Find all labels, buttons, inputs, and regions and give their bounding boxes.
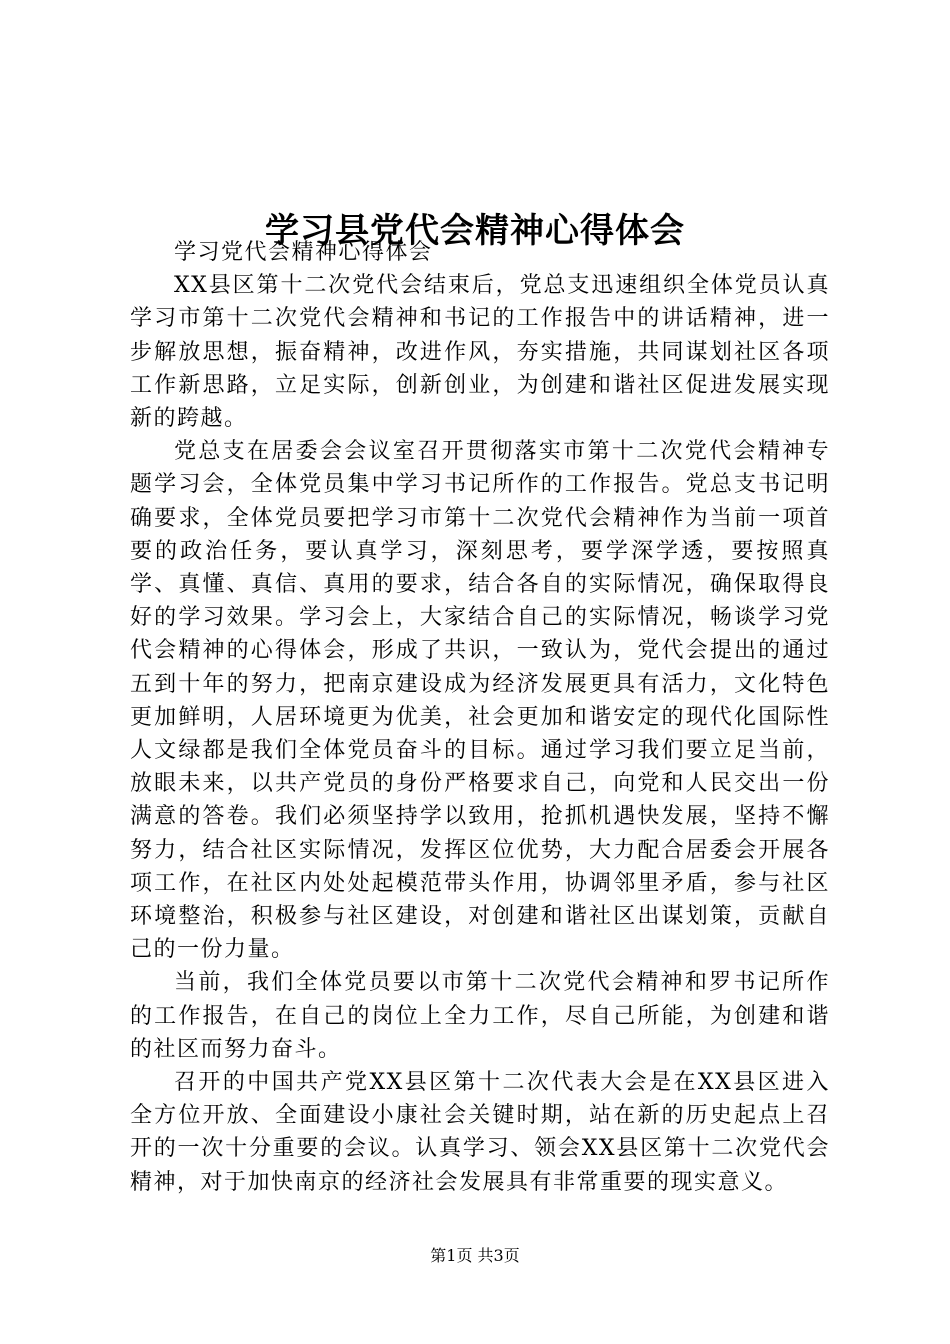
document-subtitle: 学习党代会精神心得体会 [174, 240, 433, 265]
page-number: 第1页 共3页 [430, 1246, 520, 1265]
paragraph: 党总支在居委会会议室召开贯彻落实市第十二次党代会精神专题学习会，全体党员集中学习书记所作的工作报告。党总支书记明确要求，全体党员要把学习市第十二次党代会精神作为当前一项首要的政治任务，要认真学习，深刻思考，要学深学透，要按照真学、真懂、真信、真用的要求，结合各自的实际情况，确保取得良好的学习效果。学习会上，大家结合自己的实际情况，畅谈学习党代会精神的心得体会，形成了共识，一致认为，党代会提出的通过五到十年的努力，把南京建设成为经济发展更具有活力，文化特色更加鲜明，人居环境更为优美，社会更加和谐安定的现代化国际性人文绿都是我们全体党员奋斗的目标。通过学习我们要立足当前，放眼未来，以共产党员的身份严格要求自己，向党和人民交出一份满意的答卷。我们必须坚持学以致用，抢抓机遇快发展，坚持不懈努力，结合社区实际情况，发挥区位优势，大力配合居委会开展各项工作，在社区内处处起模范带头作用，协调邻里矛盾，参与社区环境整治，积极参与社区建设，对创建和谐社区出谋划策，贡献自己的一份力量。 [130, 439, 830, 963]
document-title: 学习县党代会精神心得体会 [265, 210, 685, 251]
page-footer [0, 1245, 950, 1267]
paragraph: 召开的中国共产党XX县区第十二次代表大会是在XX县区进入全方位开放、全面建设小康社会关键时期，站在新的历史起点上召开的一次十分重要的会议。认真学习、领会XX县区第十二次党代会精神，对于加快南京的经济社会发展具有非常重要的现实意义。 [130, 1070, 830, 1195]
paragraph: 当前，我们全体党员要以市第十二次党代会精神和罗书记所作的工作报告，在自己的岗位上全力工作，尽自己所能，为创建和谐的社区而努力奋斗。 [130, 970, 830, 1062]
paragraph: XX县区第十二次党代会结束后，党总支迅速组织全体党员认真学习市第十二次党代会精神和书记的工作报告中的讲话精神，进一步解放思想，振奋精神，改进作风，夯实措施，共同谋划社区各项工作新思路，立足实际，创新创业，为创建和谐社区促进发展实现新的跨越。 [130, 273, 830, 432]
document-body [130, 236, 830, 1199]
